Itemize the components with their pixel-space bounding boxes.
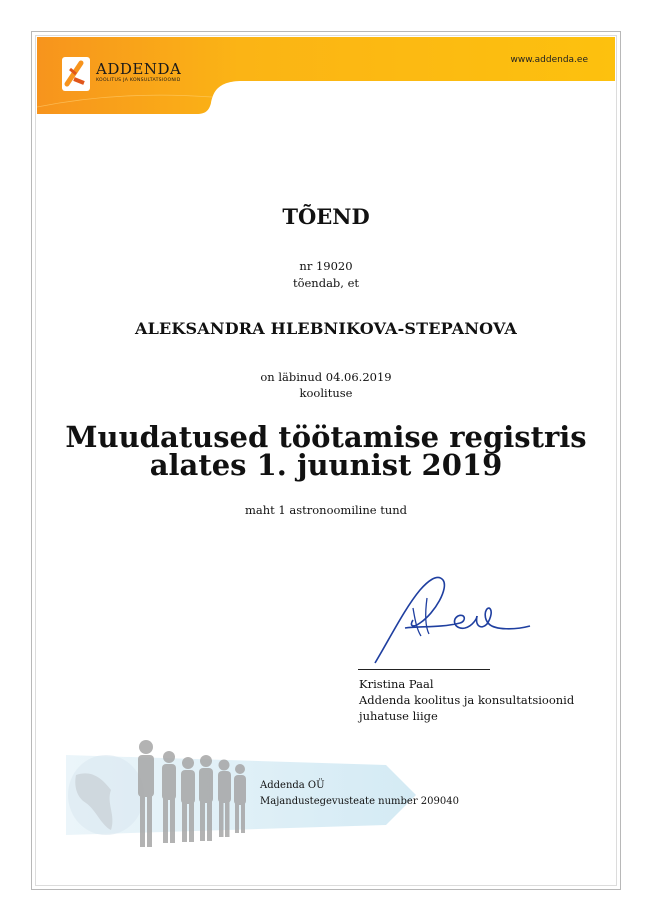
course-title-line-1: Muudatused töötamise registris [65, 420, 587, 454]
handwritten-signature [365, 568, 540, 668]
logo-name: ADDENDA [96, 60, 182, 78]
training-volume: maht 1 astronoomiline tund [244, 503, 408, 517]
certificate-number: nr 19020 [299, 259, 353, 273]
website-link[interactable]: www.addenda.ee [510, 55, 588, 65]
completion-date: on läbinud 04.06.2019 [260, 370, 392, 384]
training-label: koolituse [299, 386, 353, 400]
signer-name: Kristina Paal [359, 677, 434, 691]
company-registry-number: Majandustegevusteate number 209040 [260, 796, 459, 807]
course-title [37, 420, 615, 482]
footer-illustration [66, 735, 426, 855]
document-title: TÕEND [282, 204, 370, 229]
addenda-logo-icon [62, 57, 90, 91]
course-title-line-2: alates 1. juunist 2019 [149, 448, 503, 482]
company-name: Addenda OÜ [260, 780, 325, 791]
certifies-text: tõendab, et [292, 276, 360, 290]
participant-name: ALEKSANDRA HLEBNIKOVA-STEPANOVA [134, 319, 518, 338]
signature-line [358, 669, 490, 670]
signer-role: juhatuse liige [359, 709, 438, 723]
signer-organization: Addenda koolitus ja konsultatsioonid [359, 693, 575, 707]
logo-tagline: KOOLITUS JA KONSULTATSIOONID [96, 78, 181, 83]
